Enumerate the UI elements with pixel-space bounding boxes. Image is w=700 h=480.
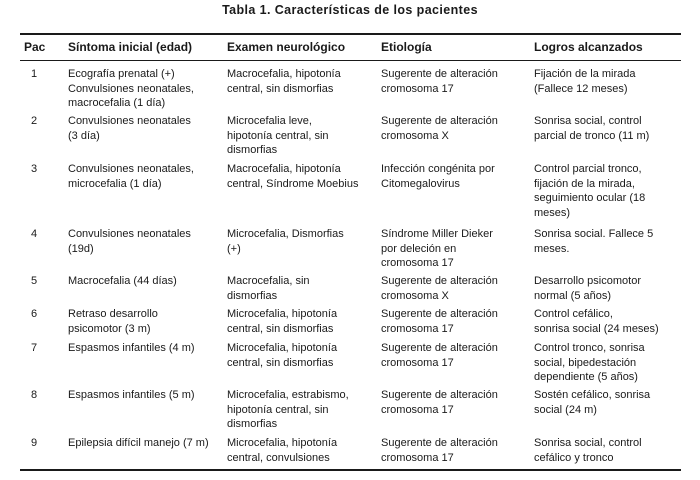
cell-line: fijación de la mirada,	[534, 177, 635, 190]
header-logros: Logros alcanzados	[534, 40, 643, 54]
cell-line: seguimiento ocular (18	[534, 192, 646, 204]
cell-pac	[31, 341, 57, 356]
cell-line: dismorfias	[227, 418, 278, 430]
cell-line: Espasmos infantiles (4 m)	[68, 342, 195, 354]
cell-pac	[31, 307, 57, 322]
table-header-row	[0, 40, 700, 56]
cell-line: Control tronco, sonrisa	[534, 342, 645, 354]
cell-examen	[227, 341, 377, 370]
cell-line: (19d)	[68, 242, 94, 255]
cell-line: Microcefalia, hipotonía	[227, 308, 338, 320]
cell-pac	[31, 162, 57, 177]
cell-examen	[227, 227, 377, 256]
cell-examen	[227, 388, 377, 432]
cell-etiologia	[381, 307, 531, 336]
cell-line: 1	[31, 68, 38, 80]
cell-line: central, convulsiones	[227, 451, 330, 464]
cell-line: Fijación de la mirada	[534, 68, 636, 80]
cell-line: psicomotor (3 m)	[68, 322, 151, 335]
cell-sintoma	[68, 162, 223, 191]
cell-pac	[31, 114, 57, 129]
cell-sintoma	[68, 341, 223, 356]
cell-line: Sugerente de alteración	[381, 275, 498, 287]
cell-line: Microcefalia, hipotonía	[227, 342, 338, 354]
cell-line: (3 día)	[68, 129, 100, 142]
cell-line: Infección congénita por	[381, 163, 495, 175]
cell-line: Macrocefalia (44 días)	[68, 275, 177, 287]
cell-sintoma	[68, 436, 223, 451]
cell-line: Espasmos infantiles (5 m)	[68, 389, 195, 401]
cell-line: social (24 m)	[534, 403, 597, 416]
cell-line: Sostén cefálico, sonrisa	[534, 389, 651, 401]
cell-line: central, Síndrome Moebius	[227, 177, 359, 190]
cell-sintoma	[68, 67, 223, 111]
cell-examen	[227, 162, 377, 191]
cell-line: 7	[31, 342, 38, 354]
cell-examen	[227, 67, 377, 96]
cell-line: Microcefalia leve,	[227, 115, 312, 127]
cell-line: (+)	[227, 242, 241, 255]
cell-line: Convulsiones neonatales	[68, 115, 191, 127]
cell-line: Sonrisa social. Fallece 5	[534, 228, 654, 240]
cell-etiologia	[381, 162, 531, 191]
cell-etiologia	[381, 388, 531, 417]
cell-line: Macrocefalia, hipotonía	[227, 163, 341, 175]
cell-logros	[534, 436, 684, 465]
cell-line: Microcefalia, hipotonía	[227, 437, 338, 449]
cell-logros	[534, 341, 684, 385]
cell-line: cromosoma 17	[381, 322, 454, 335]
cell-etiologia	[381, 227, 531, 271]
cell-examen	[227, 436, 377, 465]
cell-line: Sugerente de alteración	[381, 389, 498, 401]
cell-line: Síndrome Miller Dieker	[381, 228, 493, 240]
cell-line: 2	[31, 115, 38, 127]
cell-line: meses)	[534, 206, 571, 219]
cell-line: Microcefalia, Dismorfias	[227, 228, 344, 240]
cell-line: Microcefalia, estrabismo,	[227, 389, 349, 401]
cell-line: cromosoma X	[381, 289, 449, 302]
cell-sintoma	[68, 227, 223, 256]
cell-line: Sugerente de alteración	[381, 115, 498, 127]
cell-line: Ecografía prenatal (+)	[68, 68, 175, 80]
cell-etiologia	[381, 274, 531, 303]
cell-line: Sugerente de alteración	[381, 437, 498, 449]
cell-line: cromosoma 17	[381, 257, 454, 269]
cell-line: Desarrollo psicomotor	[534, 275, 641, 287]
cell-line: sonrisa social (24 meses)	[534, 322, 659, 335]
cell-line: cromosoma 17	[381, 82, 454, 95]
cell-examen	[227, 274, 377, 303]
cell-line: 3	[31, 163, 38, 175]
cell-line: 4	[31, 228, 38, 240]
cell-line: (Fallece 12 meses)	[534, 82, 628, 95]
cell-line: 5	[31, 275, 38, 287]
cell-etiologia	[381, 67, 531, 96]
cell-logros	[534, 162, 684, 220]
cell-line: dependiente (5 años)	[534, 371, 638, 383]
cell-line: microcefalia (1 día)	[68, 177, 162, 190]
cell-line: macrocefalia (1 día)	[68, 97, 166, 109]
cell-logros	[534, 67, 684, 96]
cell-line: dismorfias	[227, 289, 278, 302]
cell-pac	[31, 388, 57, 403]
cell-pac	[31, 436, 57, 451]
cell-line: central, sin dismorfias	[227, 82, 334, 95]
cell-line: Control parcial tronco,	[534, 163, 642, 175]
cell-line: Sugerente de alteración	[381, 342, 498, 354]
cell-logros	[534, 114, 684, 143]
cell-line: cromosoma 17	[381, 451, 454, 464]
cell-pac	[31, 274, 57, 289]
cell-logros	[534, 274, 684, 303]
cell-line: cromosoma 17	[381, 356, 454, 369]
cell-line: parcial de tronco (11 m)	[534, 129, 650, 142]
cell-line: 9	[31, 437, 38, 449]
cell-sintoma	[68, 274, 223, 289]
cell-line: social, bipedestación	[534, 356, 637, 369]
cell-line: cromosoma X	[381, 129, 449, 142]
cell-etiologia	[381, 436, 531, 465]
cell-line: 8	[31, 389, 38, 401]
header-examen: Examen neurológico	[227, 40, 346, 54]
cell-sintoma	[68, 114, 223, 143]
cell-sintoma	[68, 307, 223, 336]
cell-pac	[31, 67, 57, 82]
cell-line: meses.	[534, 242, 570, 255]
cell-line: hipotonía central, sin	[227, 403, 329, 416]
cell-line: Convulsiones neonatales,	[68, 82, 194, 95]
cell-logros	[534, 307, 684, 336]
cell-pac	[31, 227, 57, 242]
table-title: Tabla 1. Características de los pacientes	[222, 3, 478, 17]
cell-etiologia	[381, 341, 531, 370]
table-bottom-rule	[20, 469, 681, 471]
cell-line: Convulsiones neonatales,	[68, 163, 194, 175]
cell-line: Sonrisa social, control	[534, 115, 642, 127]
cell-line: hipotonía central, sin	[227, 129, 329, 142]
cell-line: Epilepsia difícil manejo (7 m)	[68, 437, 209, 449]
cell-logros	[534, 227, 684, 256]
cell-examen	[227, 114, 377, 158]
cell-line: cefálico y tronco	[534, 451, 614, 464]
cell-line: dismorfias	[227, 144, 278, 156]
header-etiologia: Etiología	[381, 40, 432, 54]
cell-line: Control cefálico,	[534, 308, 613, 320]
cell-line: normal (5 años)	[534, 289, 612, 302]
cell-line: Citomegalovirus	[381, 177, 460, 190]
cell-line: Macrocefalia, sin	[227, 275, 310, 287]
cell-sintoma	[68, 388, 223, 403]
cell-line: central, sin dismorfias	[227, 356, 334, 369]
cell-line: Sugerente de alteración	[381, 308, 498, 320]
cell-line: Retraso desarrollo	[68, 308, 158, 320]
cell-logros	[534, 388, 684, 417]
cell-line: Sonrisa social, control	[534, 437, 642, 449]
cell-line: Convulsiones neonatales	[68, 228, 191, 240]
header-pac: Pac	[24, 40, 46, 54]
cell-line: por deleción en	[381, 242, 457, 255]
cell-line: Sugerente de alteración	[381, 68, 498, 80]
cell-etiologia	[381, 114, 531, 143]
cell-line: 6	[31, 308, 38, 320]
cell-line: central, sin dismorfias	[227, 322, 334, 335]
cell-line: Macrocefalia, hipotonía	[227, 68, 341, 80]
table-top-rule	[20, 33, 681, 35]
cell-line: cromosoma 17	[381, 403, 454, 416]
table-header-rule	[20, 60, 681, 61]
cell-examen	[227, 307, 377, 336]
header-sintoma: Síntoma inicial (edad)	[68, 40, 193, 54]
